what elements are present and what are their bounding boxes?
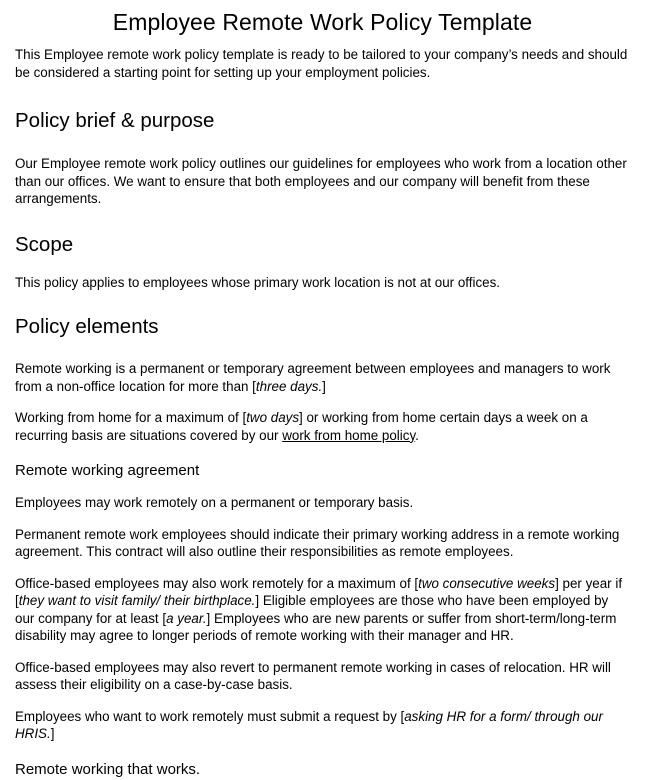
paragraph-text: ] Eligible employees are those who have been employed by our company for at least [ [15, 593, 609, 626]
remote-working-agreement-heading: Remote working agreement [15, 462, 200, 479]
paragraph-text: ] [50, 726, 55, 741]
scope-heading: Scope [15, 232, 74, 256]
paragraph-text: ] [322, 378, 326, 394]
scope-paragraph: This policy applies to employees whose primary work location is not at our offices. [15, 274, 501, 290]
placeholder-text: a year. [166, 610, 207, 626]
paragraph-text: ] or working from home certain days a week on a recurring basis are situations covered by our [15, 410, 588, 443]
intro-paragraph: This Employee remote work policy template is ready to be tailored to your company’s needs and should be considered a starting point for setting up your employment policies. [15, 47, 628, 80]
placeholder-text: they want to visit family/ their birthplace. [18, 593, 256, 608]
policy-elements-heading: Policy elements [15, 315, 159, 338]
paragraph-text: ] Employees who are new parents or suffer from short-term/long-term disability may agree to longer periods of remote working with their manager and HR. [15, 610, 617, 643]
placeholder-text: three days. [255, 378, 323, 394]
work-from-home-paragraph [15, 409, 630, 444]
document-title: Employee Remote Work Policy Template [112, 9, 533, 35]
work-from-home-policy-link[interactable]: work from home policy [282, 427, 416, 443]
agreement-paragraph-1: Employees may work remotely on a permanent or temporary basis. [15, 495, 414, 510]
policy-brief-heading: Policy brief & purpose [15, 109, 215, 132]
policy-brief-paragraph: Our Employee remote work policy outlines our guidelines for employees who work from a location other than our offices. We want to ensure that both employees and our company will benefit from these arrangements. [15, 156, 627, 206]
placeholder-text: asking HR for a form/ through our HRIS. [15, 708, 603, 741]
remote-working-that-works-heading: Remote working that works. [15, 760, 201, 778]
paragraph-text: . [415, 427, 419, 443]
remote-working-definition-paragraph [15, 360, 630, 395]
paragraph-text: Working from home for a maximum of [ [15, 410, 247, 425]
agreement-paragraph-5 [15, 708, 630, 743]
agreement-paragraph-4: Office-based employees may also revert to permanent remote working in cases of relocation. HR will assess their eligibility on a case-by-case basis. [15, 659, 611, 692]
paragraph-text: Remote working is a permanent or temporary agreement between employees and managers to work from a non-office location for more than [ [15, 361, 611, 394]
agreement-paragraph-3 [15, 575, 630, 645]
paragraph-text: Employees who want to work remotely must submit a request by [ [15, 708, 405, 724]
placeholder-text: two consecutive weeks [418, 575, 556, 591]
paragraph-text: Office-based employees may also work remotely for a maximum of [ [15, 575, 419, 591]
paragraph-text: ] per year if [ [15, 575, 623, 608]
placeholder-text: two days [246, 410, 300, 425]
agreement-paragraph-2: Permanent remote work employees should indicate their primary working address in a remote working agreement. This contract will also outline their responsibilities as remote employees. [15, 526, 620, 559]
